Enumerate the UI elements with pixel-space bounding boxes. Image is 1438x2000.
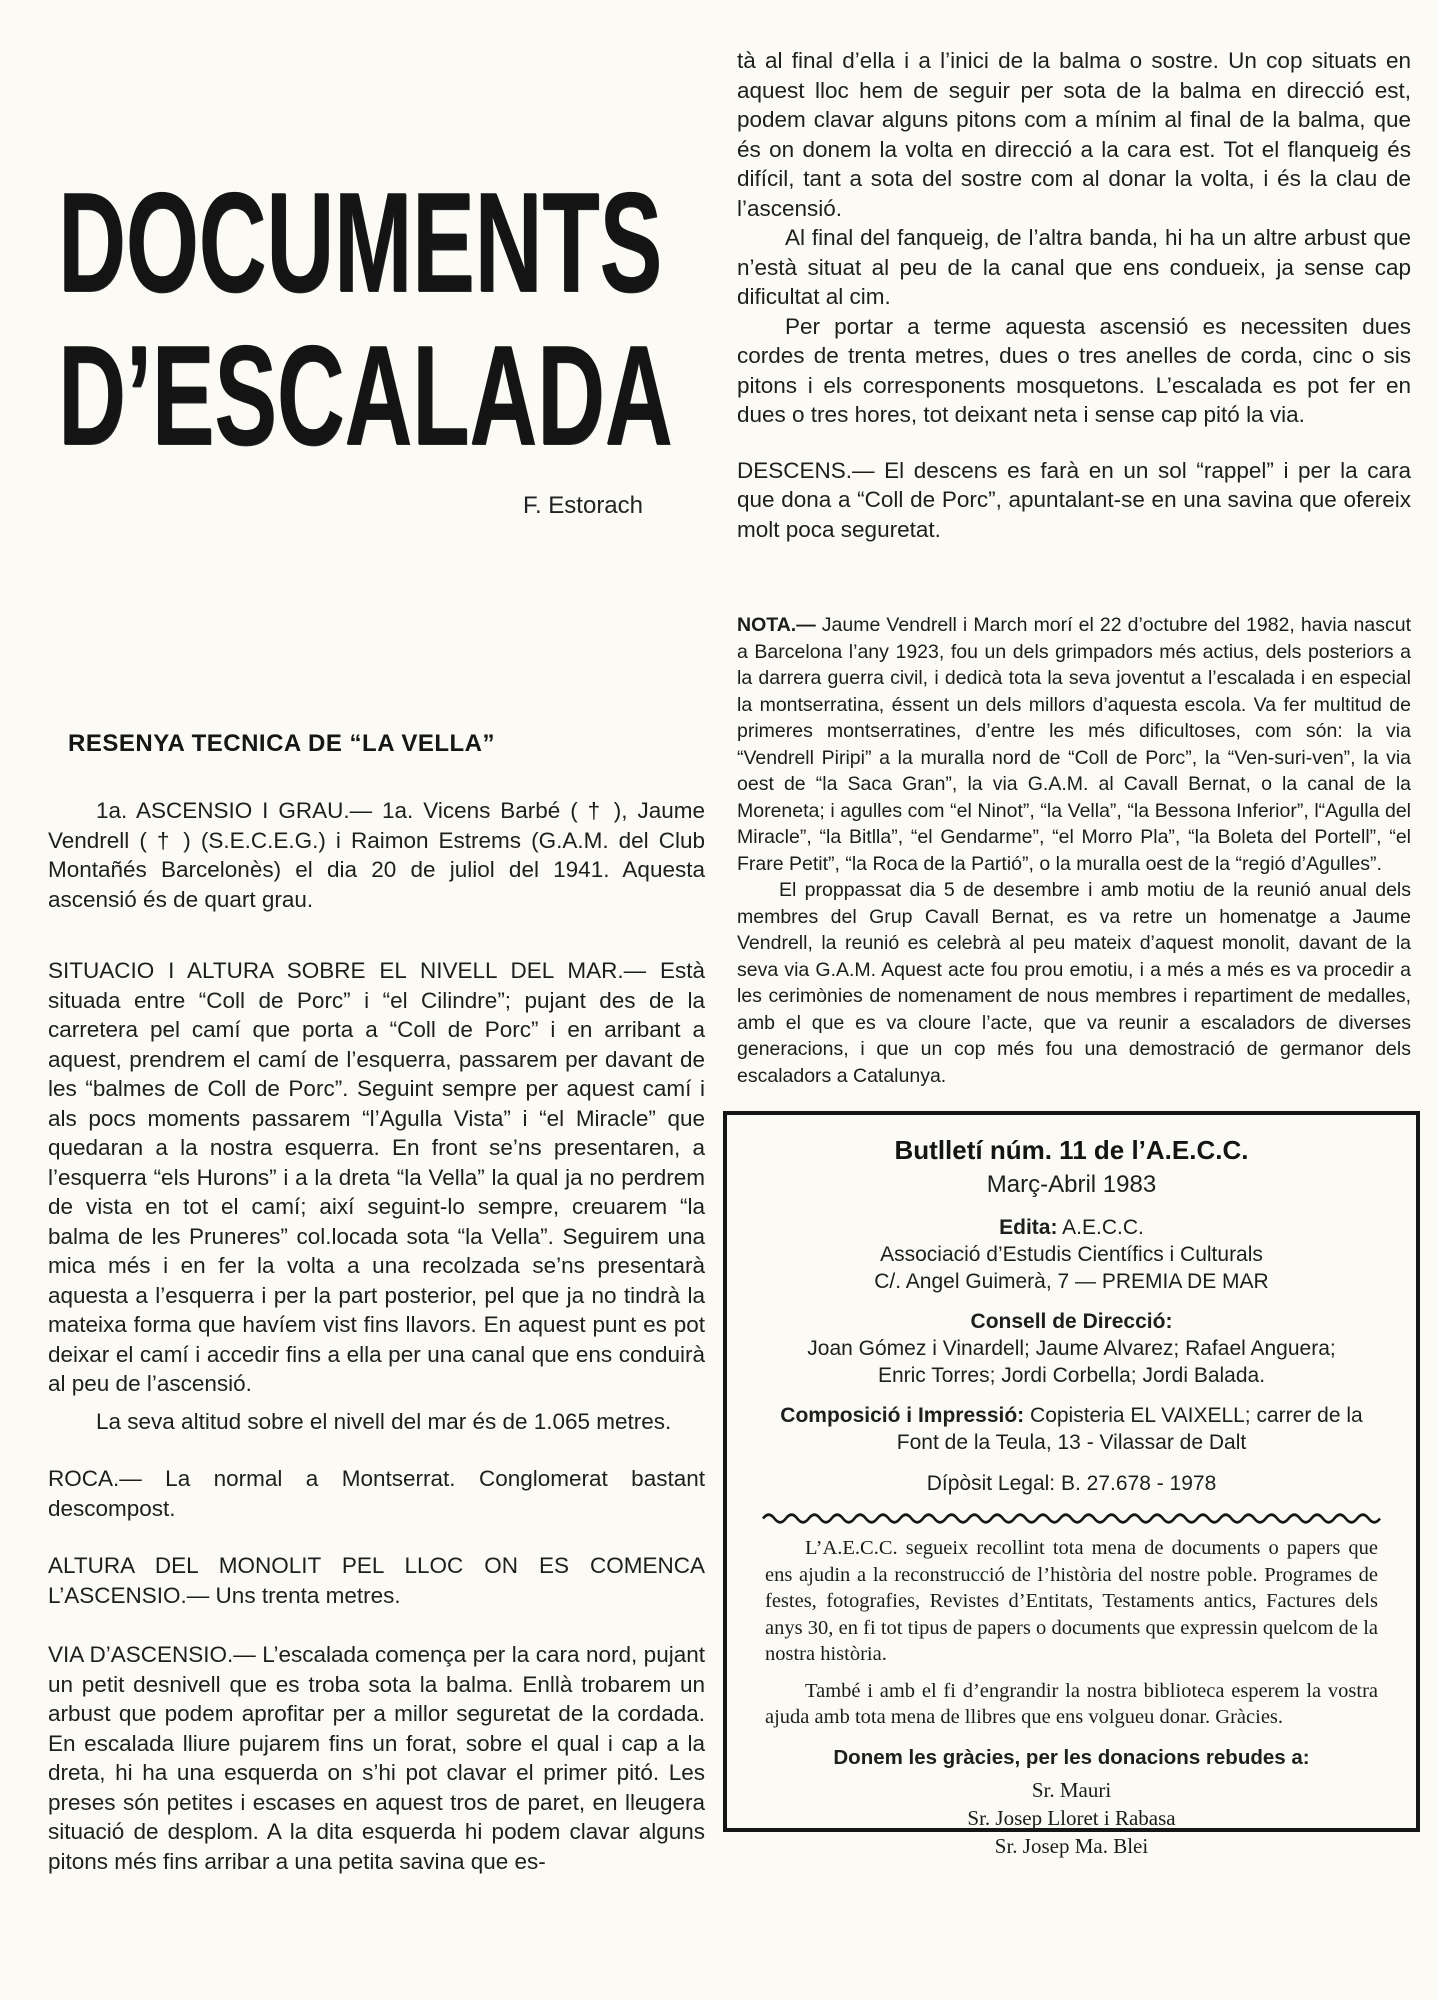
- publication-title: [58, 163, 673, 475]
- section-heading: RESENYA TECNICA DE “LA VELLA”: [68, 730, 495, 757]
- donor-name: Sr. Mauri: [1031, 1777, 1112, 1802]
- donations-heading: Donem les gràcies, per les donacions rebudes a:: [833, 1745, 1310, 1769]
- author-byline: F. Estorach: [522, 492, 643, 519]
- final-traverse-paragraph: Al final del fanqueig, de l’altra banda, hi ha un altre arbust que n’està situat al peu de la canal que ens condueix, ja sense cap dificultat al cim.: [737, 225, 1411, 309]
- obituary-note: [737, 612, 1411, 877]
- first-ascent-paragraph: 1a. ASCENSIO I GRAU.— 1a. Vicens Barbé ( † ), Jaume Vendrell ( † ) (S.E.C.E.G.) i Raimon Estrems (G.A.M. del Club Montañés Barcelonès) el dia 20 de juliol del 1941. Aquesta ascensió és de quart grau.: [48, 798, 705, 912]
- editorial-board-heading: Consell de Direcció:: [970, 1310, 1173, 1333]
- publisher-value: A.E.C.C.: [1062, 1216, 1144, 1239]
- donor-name: Sr. Josep Ma. Blei: [994, 1833, 1149, 1858]
- left-column: [48, 0, 705, 1876]
- publisher-line: [761, 1214, 1382, 1241]
- equipment-paragraph: Per portar a terme aquesta ascensió es necessiten dues cordes de trenta metres, dues o tres anelles de corda, cinc o sis pitons i els corresponents mosquetons. L’escalada es pot fer en dues o tres hores, tot deixant neta i sense cap pitó la via.: [737, 313, 1411, 427]
- publisher-label: Edita:: [999, 1216, 1058, 1239]
- title-line-1: DOCUMENTS: [58, 163, 662, 322]
- bulletin-issue-date: Març-Abril 1983: [986, 1171, 1157, 1198]
- printing-value: Copisteria EL VAIXELL; carrer de la Font de la Teula, 13 - Vilassar de Dalt: [896, 1404, 1363, 1454]
- printing-label: Composició i Impressió:: [780, 1404, 1025, 1427]
- ascent-route-paragraph: VIA D’ASCENSIO.— L’escalada comença per la cara nord, pujant un petit desnivell que es troba sota la balma. Enllà trobarem un arbust que podem aprofitar per a millor seguretat de la cordada. En escalada lliure pujarem fins un forat, sobre el qual i cap a la dreta, hi ha una esquerda on s’hi pot clavar el primer pitó. Les preses són petites i escases en aquest tros de paret, en lleugera situació de desplom. A la dita esquerda hi podem clavar alguns pitons més fins arribar a una petita savina que es-: [48, 1642, 705, 1874]
- editorial-board-members-1: Joan Gómez i Vinardell; Jaume Alvarez; Rafael Anguera;: [807, 1337, 1336, 1360]
- association-name: Associació d’Estudis Científics i Culturals: [880, 1243, 1263, 1266]
- collection-notice: L’A.E.C.C. segueix recollint tota mena de documents o papers que ens ajudin a la reconstrucció de l’història del nostre poble. Programes de festes, fotografies, Revistes d’Entitats, Testaments antics, Factures dels anys 30, en fi tot tipus de papers o documents que expressin quelcom de la nostra història.: [765, 1537, 1378, 1665]
- rock-paragraph: ROCA.— La normal a Montserrat. Conglomerat bastant descompost.: [48, 1466, 705, 1521]
- editorial-board-members-2: Enric Torres; Jordi Corbella; Jordi Balada.: [877, 1364, 1266, 1387]
- right-column: [737, 0, 1412, 1858]
- printing-line: [761, 1402, 1382, 1456]
- title-line-2: D’ESCALADA: [58, 316, 673, 475]
- legal-deposit: Dípòsit Legal: B. 27.678 - 1978: [926, 1472, 1217, 1495]
- donor-list: [761, 1776, 1382, 1860]
- obituary-note-section: [737, 612, 1411, 1089]
- route-continuation-paragraph: tà al final d’ella i a l’inici de la balma o sostre. Un cop situats en aquest lloc hem de seguir per sota de la balma en direcció est, podem clavar alguns pitons com a mínim al final de la balma, que és on donem la volta en direcció a la cara est. Tot el flanqueig és difícil, tant a sota del sostre com al donar la volta, i és la clau de l’ascensió.: [737, 48, 1411, 221]
- bulletin-info-box: [723, 1111, 1420, 1858]
- association-address: C/. Angel Guimerà, 7 — PREMIA DE MAR: [874, 1270, 1269, 1293]
- donor-name: Sr. Josep Lloret i Rabasa: [967, 1805, 1176, 1830]
- situation-paragraph: SITUACIO I ALTURA SOBRE EL NIVELL DEL MAR.— Està situada entre “Coll de Porc” i “el Cilindre”; pujant des de la carretera pel camí que porta a “Coll de Porc” i en arribant a aquest, prendrem el camí de l’esquerra, passarem per davant de les “balmes de Coll de Porc”. Seguint sempre per aquest camí i als pocs moments passarem “l’Agulla Vista” i “el Miracle” que quedaran a la nostra esquerra. En front se’ns presentaren, a l’esquerra “els Hurons” i a la dreta “la Vella” la qual ja no perdrem de vista en tot el camí; així seguint-lo sempre, creuarem “la balma de les Pruneres” col.locada sota “la Vella”. Seguirem una mica més i en fer la volta a una recolzada se’ns presentarà aquesta a l’esquerra i per la part posterior, pel que ja no tindrà la mateixa forma que havíem vist fins llavors. En aquest punt es pot deixar el camí i accedir fins a ella per una canal que ens conduirà al peu de l’ascensió.: [48, 958, 705, 1396]
- descent-paragraph: DESCENS.— El descens es farà en un sol “rappel” i per la cara que dona a “Coll de Porc”, apuntalant-se en una savina que ofereix molt poca seguretat.: [737, 457, 1411, 542]
- reunion-note: El proppassat dia 5 de desembre i amb motiu de la reunió anual dels membres del Grup Cavall Bernat, es va retre un homenatge a Jaume Vendrell, la reunió es celebrà al peu mateix d’aquest monolit, davant de la seva via G.A.M. Aquest acte fou prou emotiu, i a més a més es va procedir a les cerimònies de nomenament de nous membres i repartiment de medalles, amb el que es va cloure l’acte, que va reunir a escaladors de diverses generacions, i que un cop més fou una demostració de germanor dels escaladors a Catalunya.: [737, 879, 1411, 1087]
- library-notice: També i amb el fi d’engrandir la nostra biblioteca esperem la vostra ajuda amb tota mena de llibres que ens volgueu donar. Gràcies.: [765, 1679, 1378, 1728]
- wavy-divider-icon: [763, 1512, 1380, 1525]
- altitude-paragraph: La seva altitud sobre el nivell del mar és de 1.065 metres.: [96, 1408, 672, 1434]
- wavy-divider: [763, 1512, 1380, 1525]
- nota-label: NOTA.—: [737, 614, 816, 636]
- bulletin-title: Butlletí núm. 11 de l’A.E.C.C.: [894, 1135, 1249, 1165]
- obituary-note-text: Jaume Vendrell i March morí el 22 d’octubre del 1982, havia nascut a Barcelona l’any 1923, fou un dels grimpadors més actius, dels posteriors a la darrera guerra civil, i dedicà tota la seva joventut a l’escalada i en especial la montserratina, éssent un dels millors d’aquesta escola. Va fer multitud de primeres montserratines, d’entre les més dificultoses, com són: la via “Vendrell Piripi” a la muralla nord de “Coll de Porc”, la “Ven-suri-ven”, la via oest de “la Saca Gran”, la via G.A.M. al Cavall Bernat, o la canal de la Moreneta; i agulles com “el Ninot”, “la Vella”, “la Bessona Inferior”, l“Agulla del Miracle”, “la Bitlla”, “el Gendarme”, “el Morro Pla”, “la Boleta del Portell”, “el Frare Petit”, “la Roca de la Partió”, o la muralla oest de la “regió d’Agulles”.: [737, 614, 1412, 875]
- monolith-height-paragraph: ALTURA DEL MONOLIT PEL LLOC ON ES COMENCA L’ASCENSIO.— Uns trenta metres.: [48, 1553, 705, 1608]
